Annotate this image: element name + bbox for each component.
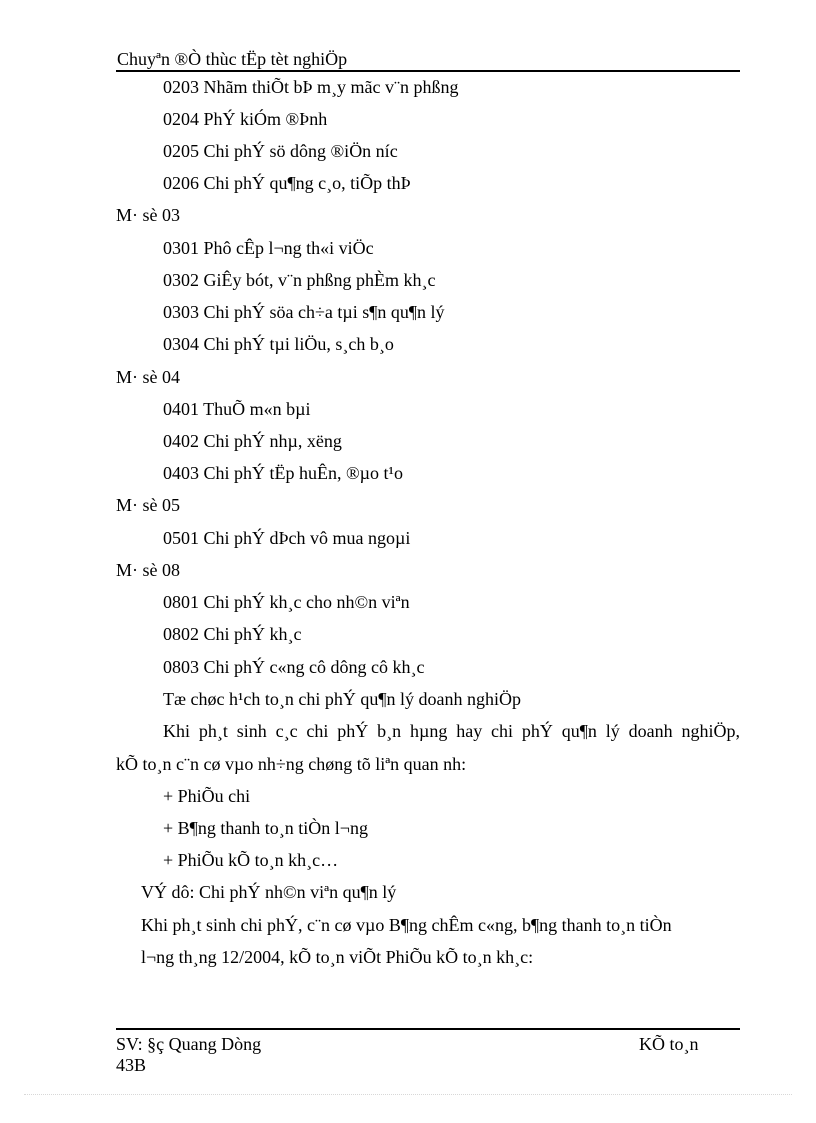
list-item: 0205 Chi phÝ sö dông ®iÖn níc <box>163 141 398 161</box>
paragraph-line: kÕ to¸n c¨n cø vµo nh÷ng chøng tõ liªn quan nh: <box>116 754 467 774</box>
list-item: 0203 Nhãm thiÕt bÞ m¸y mãc v¨n phßng <box>163 77 459 97</box>
paragraph-line: Khi ph¸t sinh c¸c chi phÝ b¸n hµng hay chi phÝ qu¶n lý doanh nghiÖp, <box>163 721 740 741</box>
list-item: 0303 Chi phÝ söa ch÷a tµi s¶n qu¶n lý <box>163 302 445 322</box>
section-code-heading: M· sè 08 <box>116 560 180 580</box>
bullet-item: + PhiÕu chi <box>163 786 251 806</box>
bullet-item: + PhiÕu kÕ to¸n kh¸c… <box>163 850 339 870</box>
list-item: 0204 PhÝ kiÓm ®Þnh <box>163 109 328 129</box>
footer-class-code: 43B <box>116 1055 147 1075</box>
list-item: 0403 Chi phÝ tËp huÊn, ®µo t¹o <box>163 463 403 483</box>
footer-student-name: SV: §ç Quang Dòng <box>116 1034 262 1054</box>
footer-rule <box>116 1028 740 1030</box>
list-item: 0304 Chi phÝ tµi liÖu, s¸ch b¸o <box>163 334 394 354</box>
section-heading: Tæ chøc h¹ch to¸n chi phÝ qu¶n lý doanh nghiÖp <box>163 689 521 709</box>
list-item: 0803 Chi phÝ c«ng cô dông cô kh¸c <box>163 657 425 677</box>
list-item: 0302 GiÊy bót, v¨n phßng phÈm kh¸c <box>163 270 436 290</box>
list-item: 0802 Chi phÝ kh¸c <box>163 624 302 644</box>
section-code-heading: M· sè 03 <box>116 205 180 225</box>
example-heading: VÝ dô: Chi phÝ nh©n viªn qu¶n lý <box>141 882 397 902</box>
section-code-heading: M· sè 04 <box>116 367 180 387</box>
header-rule <box>116 70 740 72</box>
page-edge-divider <box>24 1094 792 1095</box>
paragraph-line: l¬ng th¸ng 12/2004, kÕ to¸n viÕt PhiÕu kÕ to¸n kh¸c: <box>141 947 534 967</box>
section-code-heading: M· sè 05 <box>116 495 180 515</box>
list-item: 0206 Chi phÝ qu¶ng c¸o, tiÕp thÞ <box>163 173 411 193</box>
paragraph-line: Khi ph¸t sinh chi phÝ, c¨n cø vµo B¶ng chÊm c«ng, b¶ng thanh to¸n tiÒn <box>141 915 672 935</box>
list-item: 0401 ThuÕ m«n bµi <box>163 399 311 419</box>
list-item: 0501 Chi phÝ dÞch vô mua ngoµi <box>163 528 411 548</box>
page-header-title: Chuyªn ®Ò thùc tËp tèt nghiÖp <box>117 49 348 69</box>
bullet-item: + B¶ng thanh to¸n tiÒn l¬ng <box>163 818 368 838</box>
footer-major: KÕ to¸n <box>639 1034 699 1054</box>
list-item: 0801 Chi phÝ kh¸c cho nh©n viªn <box>163 592 410 612</box>
list-item: 0402 Chi phÝ nhµ, xëng <box>163 431 342 451</box>
list-item: 0301 Phô cÊp l¬ng th«i viÖc <box>163 238 374 258</box>
